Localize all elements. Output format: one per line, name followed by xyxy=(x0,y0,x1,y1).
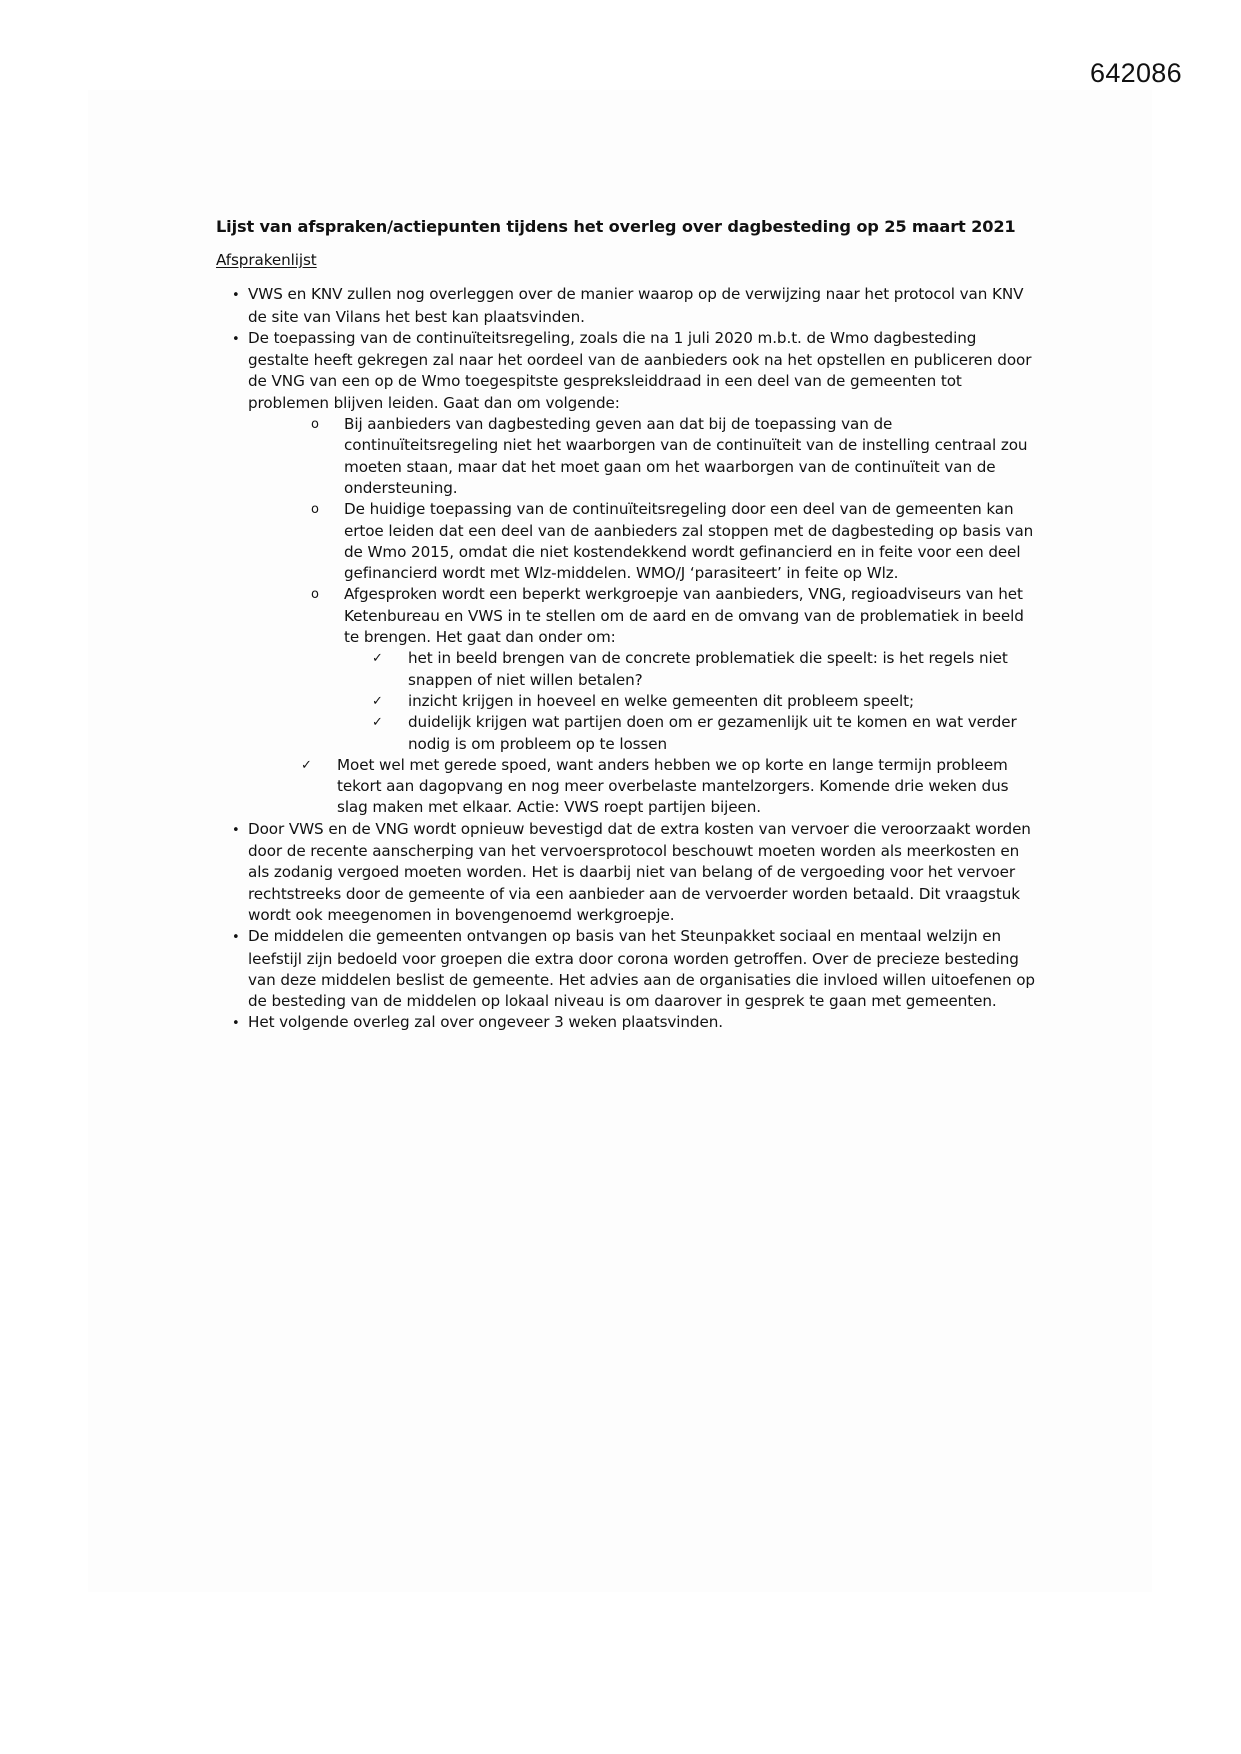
circle-bullet-icon: o xyxy=(311,587,319,603)
document-number: 642086 xyxy=(1090,58,1182,88)
sub-point-text: Afgesproken wordt een beperkt werkgroepje van aanbieders, VNG, regioadviseurs van het Ketenbureau en VWS in te stellen om de aard en de omvang van de problematiek in beeld te brengen. Het gaat dan onder om: xyxy=(344,585,1024,647)
checklist-item xyxy=(344,648,1036,691)
action-point-text: Moet wel met gerede spoed, want anders hebben we op korte en lange termijn probleem tekort aan dagopvang en nog meer overbelaste mantelzorgers. Komende drie weken dus slag maken met elkaar. Actie: VWS roept partijen bijeen. xyxy=(337,755,1009,817)
checklist xyxy=(344,648,1036,754)
section-heading: Afsprakenlijst xyxy=(216,251,317,269)
circle-bullet-icon: o xyxy=(311,417,319,433)
checkmark-icon: ✓ xyxy=(372,693,383,709)
checklist-item xyxy=(344,712,1036,755)
action-point xyxy=(248,755,1036,819)
checkmark-icon: ✓ xyxy=(301,757,312,773)
agreement-list xyxy=(216,284,1036,1034)
bullet-icon: • xyxy=(232,331,240,347)
sub-point-list xyxy=(248,414,1036,755)
agreement-text: De middelen die gemeenten ontvangen op basis van het Steunpakket sociaal en mentaal welzijn en leefstijl zijn bedoeld voor groepen die extra door corona worden getroffen. Over de precieze besteding van deze middelen beslist de gemeente. Het advies aan de organisaties die invloed willen uitoefenen op de besteding van de middelen op lokaal niveau is om daarover in gesprek te gaan met gemeenten. xyxy=(248,927,1035,1011)
document-title: Lijst van afspraken/actiepunten tijdens het overleg over dagbesteding op 25 maart 2021 xyxy=(216,217,1016,236)
checkmark-icon: ✓ xyxy=(372,715,383,731)
checklist-text: duidelijk krijgen wat partijen doen om er gezamenlijk uit te komen en wat verder nodig is om probleem op te lossen xyxy=(408,713,1017,753)
checklist-text: het in beeld brengen van de concrete problematiek die speelt: is het regels niet snappen of niet willen betalen? xyxy=(408,649,1008,689)
checklist-text: inzicht krijgen in hoeveel en welke gemeenten dit probleem speelt; xyxy=(408,691,915,710)
agreement-item xyxy=(216,1012,1036,1034)
bullet-icon: • xyxy=(232,930,240,946)
bullet-icon: • xyxy=(232,822,240,838)
bullet-icon: • xyxy=(232,1016,240,1032)
sub-point xyxy=(248,414,1036,499)
sub-point xyxy=(248,499,1036,584)
agreement-text: VWS en KNV zullen nog overleggen over de manier waarop op de verwijzing naar het protocol van KNV de site van Vilans het best kan plaatsvinden. xyxy=(248,285,1024,326)
agreement-text: Door VWS en de VNG wordt opnieuw bevestigd dat de extra kosten van vervoer die veroorzaakt worden door de recente aanscherping van het vervoersprotocol beschouwt moeten worden als meerkosten en als zodanig vergoed moeten worden. Het is daarbij niet van belang of de vergoeding voor het vervoer rechtstreeks door de gemeente of via een aanbieder aan de vervoerder worden betaald. Dit vraagstuk wordt ook meegenomen in bovengenoemd werkgroepje. xyxy=(248,819,1031,924)
checkmark-icon: ✓ xyxy=(372,651,383,667)
sub-point-text: De huidige toepassing van de continuïteitsregeling door een deel van de gemeenten kan ertoe leiden dat een deel van de aanbieders zal stoppen met de dagbesteding op basis van de Wmo 2015, omdat die niet kostendekkend wordt gefinancierd en in feite voor een deel gefinancierd wordt met Wlz-middelen. WMO/J ‘parasiteert’ in feite op Wlz. xyxy=(344,500,1034,583)
circle-bullet-icon: o xyxy=(311,502,319,518)
agreement-text: De toepassing van de continuïteitsregeling, zoals die na 1 juli 2020 m.b.t. de Wmo dagbesteding gestalte heeft gekregen zal naar het oordeel van de aanbieders ook na het opstellen en publiceren door de VNG van een op de Wmo toegespitste gespreksleiddraad in een deel van de gemeenten tot problemen blijven leiden. Gaat dan om volgende: xyxy=(248,328,1032,412)
bullet-icon: • xyxy=(232,288,240,304)
agreement-item xyxy=(216,284,1036,328)
agreement-item xyxy=(216,926,1036,1012)
sub-point xyxy=(248,584,1036,754)
agreement-text: Het volgende overleg zal over ongeveer 3 weken plaatsvinden. xyxy=(248,1013,723,1032)
document-body xyxy=(216,216,1036,1035)
agreement-item xyxy=(216,328,1036,819)
agreement-item xyxy=(216,819,1036,926)
checklist-item xyxy=(344,691,1036,712)
sub-point-text: Bij aanbieders van dagbesteding geven aan dat bij de toepassing van de continuïteitsregeling niet het waarborgen van de continuïteit van de instelling centraal zou moeten staan, maar dat het moet gaan om het waarborgen van de continuïteit van de ondersteuning. xyxy=(344,415,1028,497)
